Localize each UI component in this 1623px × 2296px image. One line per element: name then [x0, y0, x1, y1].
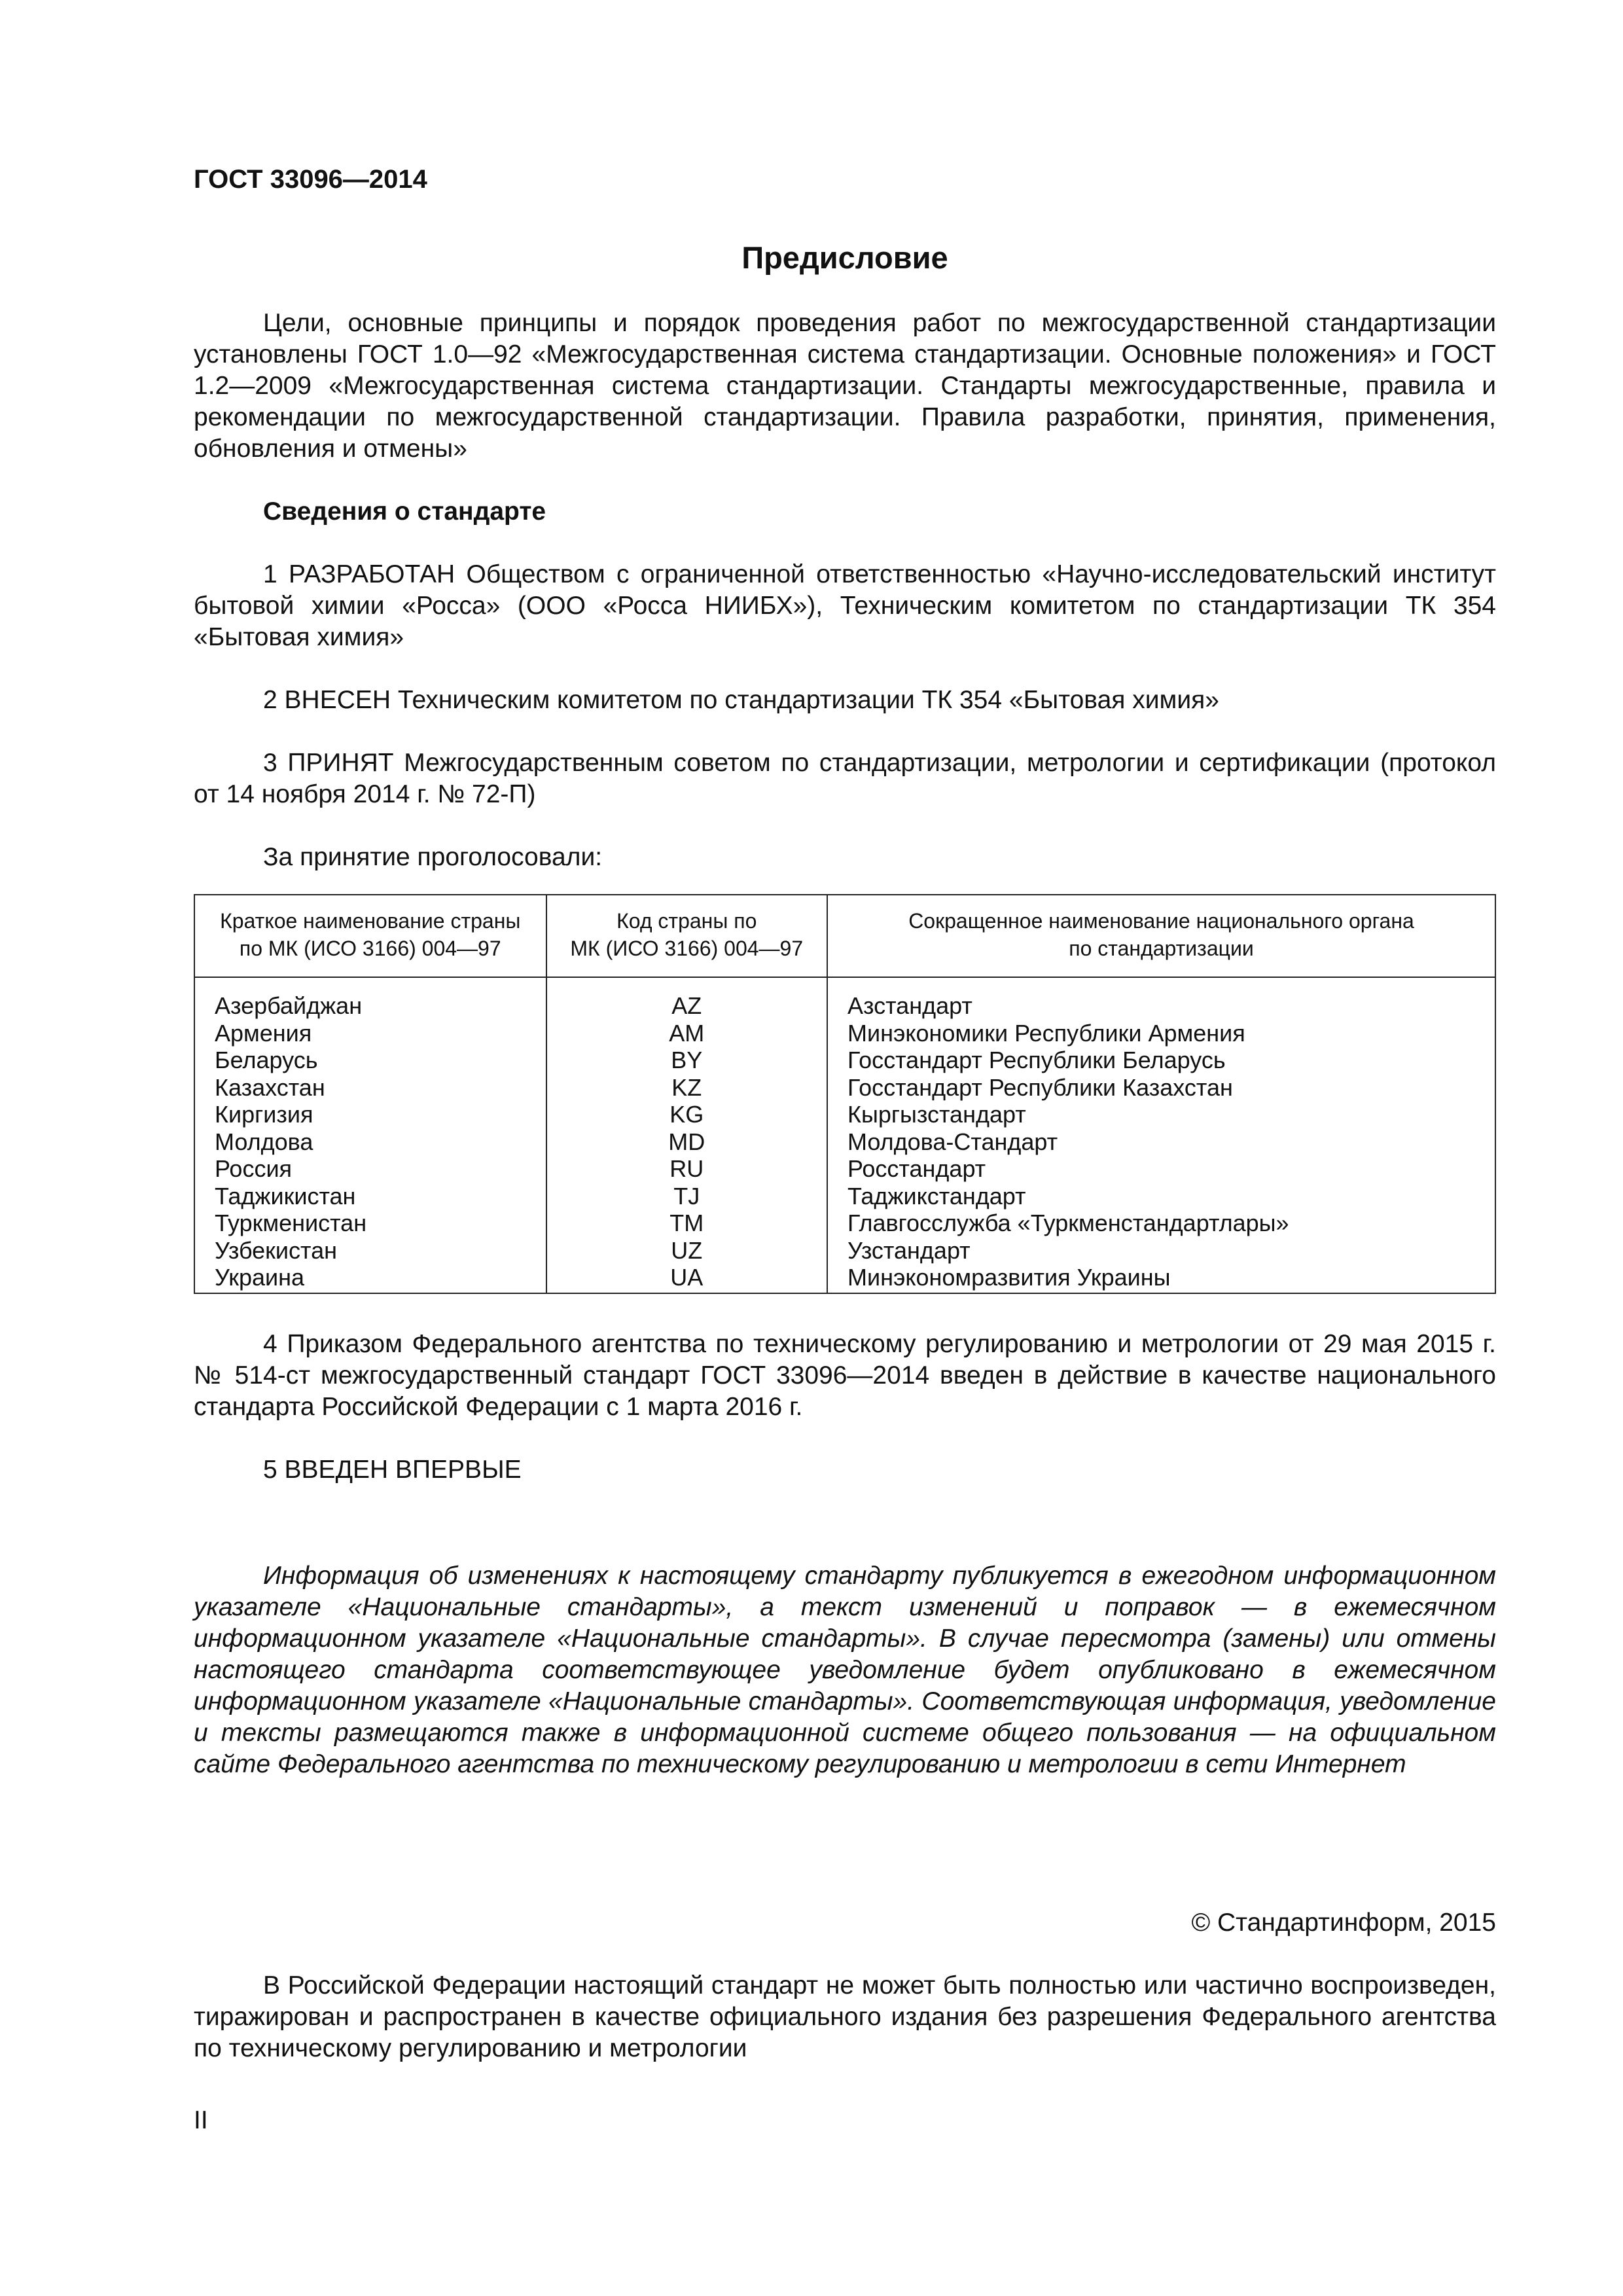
page-number: II: [194, 2106, 208, 2134]
body-cell: Минэкономики Республики Армения: [827, 1020, 1495, 1047]
code-cell: MD: [546, 1128, 827, 1156]
code-cell: BY: [546, 1047, 827, 1074]
body-cell: Азстандарт: [827, 977, 1495, 1020]
country-cell: Молдова: [194, 1128, 546, 1156]
country-cell: Казахстан: [194, 1074, 546, 1102]
body-cell: Главгосслужба «Туркменстандартлары»: [827, 1210, 1495, 1237]
code-cell: AM: [546, 1020, 827, 1047]
table-row: [194, 1101, 1495, 1128]
country-cell: Азербайджан: [194, 977, 546, 1020]
col-header-country-l2: по МК (ИСО 3166) 004—97: [239, 937, 501, 960]
changes-info-note: [194, 1560, 1496, 1780]
table-row: [194, 1074, 1495, 1102]
body-cell: Росстандарт: [827, 1155, 1495, 1183]
page-title: Предисловие: [741, 240, 948, 275]
item-2: 2 ВНЕСЕН Техническим комитетом по стандартизации ТК 354 «Бытовая химия»: [263, 686, 1219, 714]
table-header-row: [194, 895, 1495, 977]
col-header-code-l1: Код страны по: [616, 909, 757, 933]
table-row: [194, 1047, 1495, 1074]
col-header-country-l1: Краткое наименование страны: [220, 909, 521, 933]
table-row: [194, 1237, 1495, 1265]
item-3: [194, 747, 1496, 810]
table-row: [194, 977, 1495, 1020]
voting-table: [194, 894, 1496, 1294]
copyright: © Стандартинформ, 2015: [1191, 1909, 1496, 1937]
body-cell: Кыргызстандарт: [827, 1101, 1495, 1128]
item-4-text: 4 Приказом Федерального агентства по техническому регулированию и метрологии от 29 мая 2015 г. № 514-ст межгосударственный стандарт ГОСТ 33096—2014 введен в действие в качестве национального стандарта Российской Федерации с 1 марта 2016 г.: [194, 1330, 1496, 1421]
code-cell: RU: [546, 1155, 827, 1183]
item-1: [194, 559, 1496, 653]
table-row: [194, 1128, 1495, 1156]
code-cell: TM: [546, 1210, 827, 1237]
col-header-body: [827, 895, 1495, 977]
code-cell: UZ: [546, 1237, 827, 1265]
country-cell: Таджикистан: [194, 1183, 546, 1210]
body-cell: Госстандарт Республики Казахстан: [827, 1074, 1495, 1102]
country-cell: Украина: [194, 1264, 546, 1293]
body-cell: Минэкономразвития Украины: [827, 1264, 1495, 1293]
col-header-body-l2: по стандартизации: [1069, 937, 1254, 960]
table-row: [194, 1264, 1495, 1293]
country-cell: Узбекистан: [194, 1237, 546, 1265]
vote-intro: За принятие проголосовали:: [263, 843, 603, 871]
col-header-code-l2: МК (ИСО 3166) 004—97: [570, 937, 804, 960]
table-row: [194, 1210, 1495, 1237]
code-cell: UA: [546, 1264, 827, 1293]
item-3-text: 3 ПРИНЯТ Межгосударственным советом по стандартизации, метрологии и сертификации (протокол от 14 ноября 2014 г. № 72-П): [194, 749, 1496, 808]
body-cell: Молдова-Стандарт: [827, 1128, 1495, 1156]
country-cell: Туркменистан: [194, 1210, 546, 1237]
rights-notice-text: В Российской Федерации настоящий стандарт не может быть полностью или частично воспроизведен, тиражирован и распространен в качестве официального издания без разрешения Федерального агентства по техническому регулированию и метрологии: [194, 1971, 1496, 2062]
table-row: [194, 1183, 1495, 1210]
code-cell: KG: [546, 1101, 827, 1128]
rights-notice: [194, 1970, 1496, 2064]
table-row: [194, 1020, 1495, 1047]
country-cell: Беларусь: [194, 1047, 546, 1074]
code-cell: KZ: [546, 1074, 827, 1102]
code-cell: TJ: [546, 1183, 827, 1210]
table-row: [194, 1155, 1495, 1183]
body-cell: Узстандарт: [827, 1237, 1495, 1265]
code-cell: AZ: [546, 977, 827, 1020]
section-subheading: Сведения о стандарте: [263, 497, 546, 526]
changes-info-text: Информация об изменениях к настоящему стандарту публикуется в ежегодном информационном указателе «Национальные стандарты», а текст изменений и поправок — в ежемесячном информационном указателе «Национальные стандарты». В случае пересмотра (замены) или отмены настоящего стандарта соответствующее уведомление будет опубликовано в ежемесячном информационном указателе «Национальные стандарты». Соответствующая информация, уведомление и тексты размещаются также в информационной системе общего пользования — на официальном сайте Федерального агентства по техническому регулированию и метрологии в сети Интернет: [194, 1562, 1496, 1778]
document-id-header: ГОСТ 33096—2014: [194, 165, 427, 194]
item-5: 5 ВВЕДЕН ВПЕРВЫЕ: [263, 1456, 522, 1484]
document-page: [194, 0, 1496, 2296]
col-header-body-l1: Сокращенное наименование национального органа: [908, 909, 1414, 933]
body-cell: Госстандарт Республики Беларусь: [827, 1047, 1495, 1074]
col-header-code: [546, 895, 827, 977]
body-cell: Таджикстандарт: [827, 1183, 1495, 1210]
intro-paragraph: [194, 308, 1496, 465]
col-header-country: [194, 895, 546, 977]
item-1-text: 1 РАЗРАБОТАН Обществом с ограниченной ответственностью «Научно-исследовательский институт бытовой химии «Росса» (ООО «Росса НИИБХ»), Техническим комитетом по стандартизации ТК 354 «Бытовая химия»: [194, 560, 1496, 651]
country-cell: Киргизия: [194, 1101, 546, 1128]
intro-text: Цели, основные принципы и порядок проведения работ по межгосударственной стандартизации установлены ГОСТ 1.0—92 «Межгосударственная система стандартизации. Основные положения» и ГОСТ 1.2—2009 «Межгосударственная система стандартизации. Стандарты межгосударственные, правила и рекомендации по межгосударственной стандартизации. Правила разработки, принятия, применения, обновления и отмены»: [194, 309, 1496, 463]
country-cell: Россия: [194, 1155, 546, 1183]
item-4: [194, 1329, 1496, 1423]
country-cell: Армения: [194, 1020, 546, 1047]
